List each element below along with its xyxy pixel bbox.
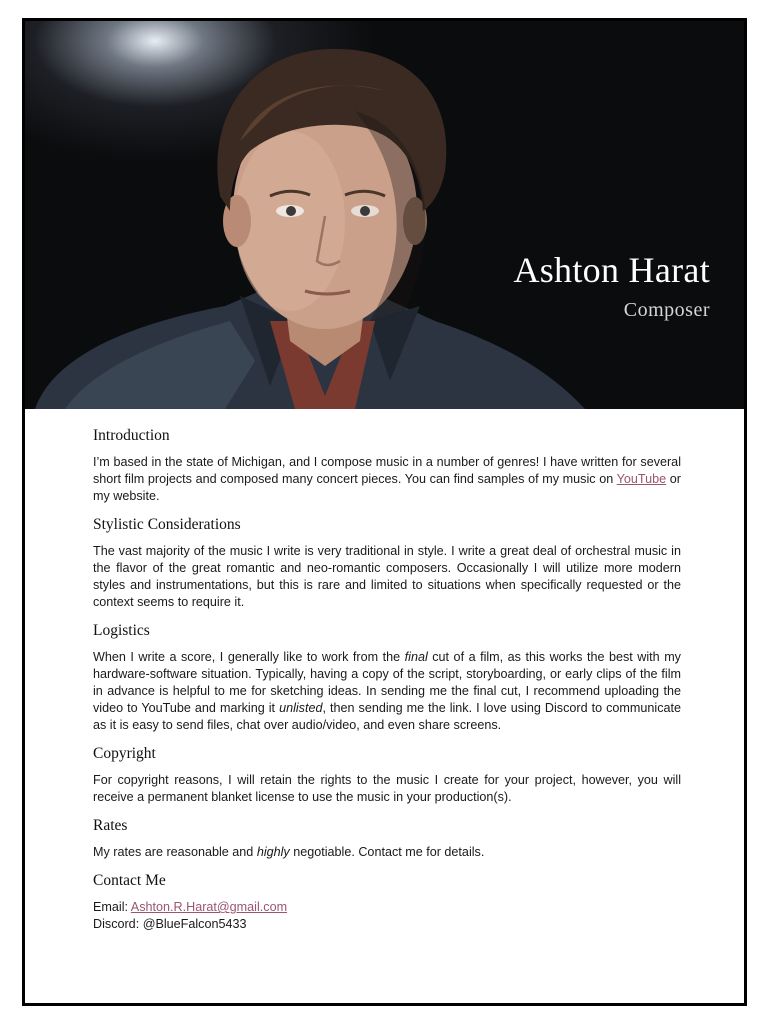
contact-heading: Contact Me bbox=[93, 872, 166, 889]
discord-label: Discord: bbox=[93, 917, 143, 931]
introduction-text: I’m based in the state of Michigan, and I compose music in a number of genres! I have written for several short film projects and composed many concert pieces. You can find samples of my music on bbox=[93, 455, 681, 486]
logistics-heading: Logistics bbox=[93, 622, 150, 639]
email-line bbox=[93, 899, 681, 916]
portrait-photo bbox=[25, 21, 744, 409]
rates-text-1: My rates are reasonable and bbox=[93, 845, 257, 859]
logistics-body bbox=[93, 649, 681, 734]
introduction-body bbox=[93, 454, 681, 505]
header-banner bbox=[25, 21, 744, 409]
logistics-text-2: cut of a film, as this works the best with my hardware-software situation. Typically, having a copy of the script, storyboarding, or early clips of the film in advance is helpful to me for sketching ideas. In sending me the final cut, I recommend uploading the video to YouTube and marking it bbox=[93, 650, 681, 715]
rates-body bbox=[93, 844, 681, 861]
logistics-emphasis-unlisted: unlisted bbox=[279, 701, 323, 715]
rates-emphasis: highly bbox=[256, 845, 290, 859]
youtube-link[interactable]: YouTube bbox=[616, 472, 667, 486]
rates-heading: Rates bbox=[93, 817, 128, 834]
discord-line bbox=[93, 916, 681, 933]
copyright-body: For copyright reasons, I will retain the rights to the music I create for your project, however, you will receive a permanent blanket license to use the music in your production(s). bbox=[93, 773, 681, 804]
stylistic-body: The vast majority of the music I write is very traditional in style. I write a great deal of orchestral music in the flavor of the great romantic and neo-romantic composers. Occasionally I will utilize more modern styles and instrumentations, but this is rare and limited to situations when specifically requested or the context seems to require it. bbox=[93, 544, 681, 609]
email-link[interactable]: Ashton.R.Harat@gmail.com bbox=[130, 900, 288, 914]
content-area bbox=[93, 425, 681, 933]
logistics-text-3: , then sending me the link. I love using Discord to communicate as it is easy to send files, chat over audio/video, and even share screens. bbox=[93, 701, 681, 732]
role-subtitle: Composer bbox=[623, 299, 710, 321]
logistics-text-1: When I write a score, I generally like to work from the bbox=[93, 650, 405, 664]
logistics-emphasis-final: final bbox=[404, 650, 428, 664]
email-label: Email: bbox=[93, 900, 131, 914]
page-frame bbox=[22, 18, 747, 1006]
page-title: Ashton Harat bbox=[513, 250, 710, 290]
stylistic-heading: Stylistic Considerations bbox=[93, 516, 241, 533]
discord-handle: @BlueFalcon5433 bbox=[142, 917, 247, 931]
introduction-heading: Introduction bbox=[93, 427, 170, 444]
rates-text-2: negotiable. Contact me for details. bbox=[289, 845, 485, 859]
introduction-text-end: or my website. bbox=[93, 472, 682, 503]
copyright-heading: Copyright bbox=[93, 745, 156, 762]
